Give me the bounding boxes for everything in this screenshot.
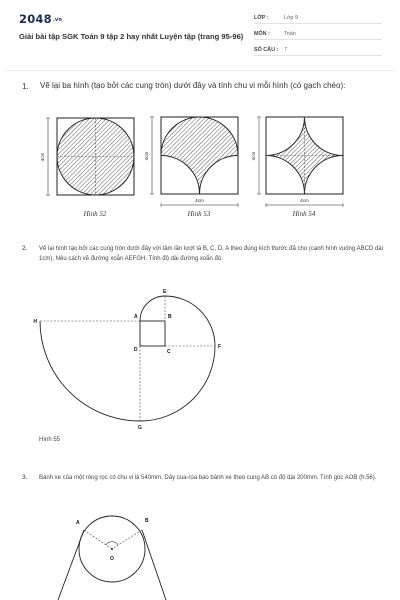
meta-count-label: SỐ CÂU : (254, 47, 279, 53)
point-a-label-q3: A (76, 520, 80, 526)
figure-52-caption: Hình 52 (83, 210, 107, 218)
figure-52-side-label: 4cm (40, 152, 45, 162)
question-1-text: Vẽ lại ba hình (tạo bởi các cung tròn) dưới đây và tính chu vi mỗi hình (có gạch chéo): (40, 81, 346, 90)
logo-main: 2048 (19, 12, 52, 26)
figure-56 (0, 505, 400, 600)
point-d-label: D (134, 347, 138, 353)
figure-54-bottom-label: 4cm (300, 198, 309, 203)
question-2-number: 2. (22, 245, 28, 252)
meta-subject-value: Toán (284, 31, 296, 37)
figure-55 (0, 280, 400, 435)
point-h-label: H (33, 319, 37, 325)
header-divider (6, 70, 394, 71)
question-3-number: 3. (22, 474, 28, 481)
point-b-label-q3: B (145, 518, 149, 524)
figure-54-caption: Hình 54 (292, 210, 316, 218)
figure-52 (40, 118, 134, 218)
point-e-label: E (163, 289, 167, 295)
meta-grade-label: LỚP : (254, 15, 269, 21)
logo-tld: .vn (52, 17, 63, 23)
meta-grade-value: Lớp 9 (284, 15, 299, 21)
header (0, 0, 400, 70)
meta-subject-label: MÔN : (254, 31, 270, 37)
point-g-label: G (138, 425, 142, 431)
meta-count-value: 7 (284, 47, 287, 53)
point-a-label: A (134, 314, 138, 320)
point-f-label: F (218, 344, 222, 350)
question-1-figures (0, 108, 400, 228)
meta-grade (254, 12, 382, 24)
figure-53-bottom-label: 4cm (195, 198, 204, 203)
figure-54 (251, 117, 343, 218)
question-2-text: Vẽ lại hình tạo bởi các cung tròn dưới đây với tâm lần lượt là B, C, D, A theo đúng kích thước đã cho (cạnh hình vuông ABCD dài 1cm). Nêu cách vẽ đường xoắn AEFGH. Tính độ dài đường xoắn đó. (39, 246, 383, 262)
figure-55-caption: Hình 55 (39, 437, 61, 443)
figure-53-caption: Hình 53 (187, 210, 211, 218)
point-c-label: C (167, 349, 171, 355)
figure-54-side-label: 4cm (251, 151, 256, 161)
figure-53 (144, 117, 238, 218)
point-o-label: O (110, 556, 114, 562)
page-title: Giải bài tập SGK Toán 9 tập 2 hay nhất Luyện tập (trang 95-96) (19, 32, 244, 41)
question-1-number: 1. (22, 82, 29, 91)
figure-53-side-label: 4cm (144, 151, 149, 161)
meta-subject (254, 28, 382, 40)
site-logo[interactable] (19, 12, 62, 26)
question-3-text: Bánh xe của một ròng rọc có chu vi là 540mm. Dây cua-roa bao bánh xe theo cung AB có độ dài 200mm. Tính góc AOB (h.56). (39, 475, 377, 481)
point-b-label: B (168, 314, 172, 320)
meta-count (254, 44, 382, 56)
